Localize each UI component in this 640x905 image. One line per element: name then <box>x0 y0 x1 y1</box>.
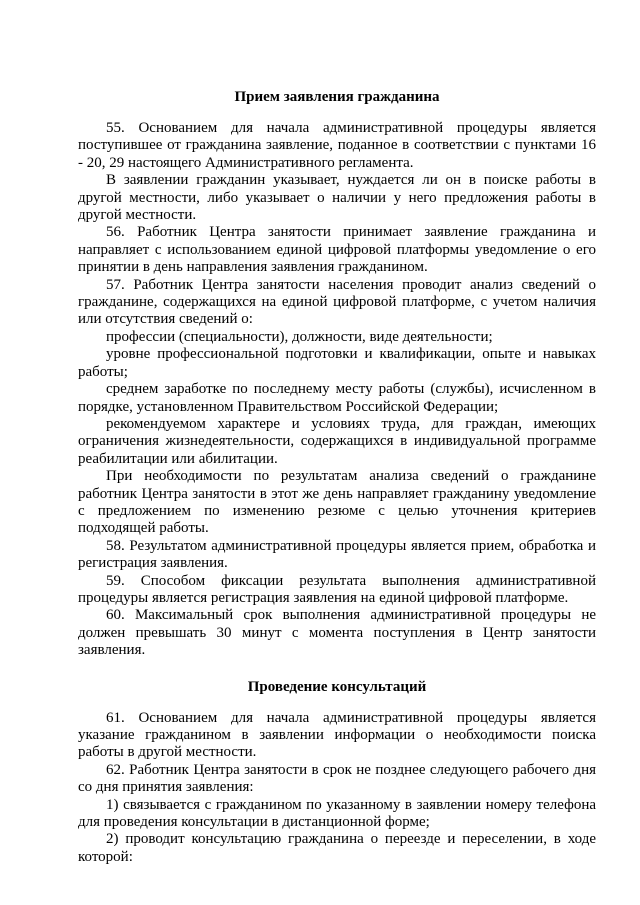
section-body <box>78 120 596 660</box>
paragraph: В заявлении гражданин указывает, нуждается ли он в поиске работы в другой местности, либо указывает о наличии у него предложения работы в другой местности. <box>78 172 596 224</box>
section-title: Прием заявления гражданина <box>234 89 440 105</box>
paragraph: 59. Способом фиксации результата выполнения административной процедуры является регистрация заявления на единой цифровой платформе. <box>78 572 596 606</box>
paragraph: 62. Работник Центра занятости в срок не позднее следующего рабочего дня со дня принятия заявления: <box>78 761 596 796</box>
paragraph: профессии (специальности), должности, виде деятельности; <box>106 328 493 345</box>
paragraph: 55. Основанием для начала административной процедуры является поступившее от гражданина заявление, поданное в соответствии с пунктами 16 - 20, 29 настоящего Административного регламента. <box>78 120 596 171</box>
paragraph: 61. Основанием для начала административной процедуры является указание гражданином в заявлении информации о необходимости поиска работы в другой местности. <box>78 709 596 761</box>
section-body <box>78 710 596 867</box>
section-title: Проведение консультаций <box>247 678 427 695</box>
paragraph: 56. Работник Центра занятости принимает заявление гражданина и направляет с использованием единой цифровой платформы уведомление о его принятии в день направления заявления гражданином. <box>78 224 596 276</box>
paragraph: 2) проводит консультацию гражданина о переезде и переселении, в ходе которой: <box>78 831 596 865</box>
paragraph: 57. Работник Центра занятости населения проводит анализ сведений о гражданине, содержащихся на единой цифровой платформе, с учетом наличия или отсутствия сведений о: <box>78 276 596 328</box>
paragraph: 58. Результатом административной процедуры является прием, обработка и регистрация заявления. <box>78 537 596 572</box>
paragraph: При необходимости по результатам анализа сведений о гражданине работник Центра занятости в этот же день направляет гражданину уведомление с предложением по изменению резюме с целью уточнения критериев подходящей работы. <box>78 468 596 537</box>
paragraph: рекомендуемом характере и условиях труда, для граждан, имеющих ограничения жизнедеятельности, содержащихся в индивидуальной программе реабилитации или абилитации. <box>78 415 596 467</box>
paragraph: среднем заработке по последнему месту работы (службы), исчисленном в порядке, установленном Правительством Российской Федерации; <box>78 381 596 415</box>
paragraph: 1) связывается с гражданином по указанному в заявлении номеру телефона для проведения консультации в дистанционной форме; <box>78 796 596 831</box>
paragraph: 60. Максимальный срок выполнения административной процедуры не должен превышать 30 минут с момента поступления в Центр занятости заявления. <box>78 607 596 659</box>
paragraph: уровне профессиональной подготовки и квалификации, опыте и навыках работы; <box>78 346 596 380</box>
